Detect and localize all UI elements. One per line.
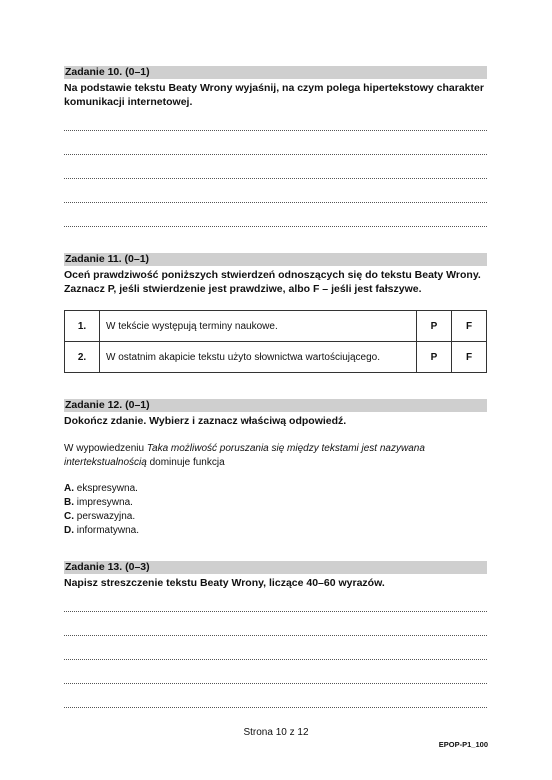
option-true[interactable]: P: [417, 342, 452, 373]
task-12-sentence: [64, 442, 487, 470]
row-number: 2.: [65, 342, 100, 373]
option-c[interactable]: [64, 510, 487, 524]
option-true[interactable]: P: [417, 311, 452, 342]
task-11-command: Oceń prawdziwość poniższych stwierdzeń odnoszących się do tekstu Beaty Wrony. Zaznacz P, jeśli stwierdzenie jest prawdziwe, albo F – jeśli jest fałszywe.: [64, 269, 481, 295]
option-text: ekspresywna.: [74, 483, 138, 494]
task-12-command: Dokończ zdanie. Wybierz i zaznacz właściwą odpowiedź.: [64, 415, 347, 427]
answer-line[interactable]: [64, 660, 487, 684]
answer-options: [64, 482, 487, 538]
answer-line[interactable]: [64, 590, 487, 612]
option-text: informatywna.: [74, 525, 140, 536]
task-13-header: Zadanie 13. (0–3): [64, 561, 487, 574]
table-row: [65, 311, 487, 342]
task-11-header: Zadanie 11. (0–1): [64, 253, 487, 266]
task-13-command: Napisz streszczenie tekstu Beaty Wrony, liczące 40–60 wyrazów.: [64, 577, 385, 589]
answer-line[interactable]: [64, 203, 487, 227]
answer-line[interactable]: [64, 636, 487, 660]
task-11: [64, 253, 487, 373]
task-12: [64, 399, 487, 538]
option-letter: B.: [64, 497, 74, 508]
task-10-command: Na podstawie tekstu Beaty Wrony wyjaśnij, na czym polega hipertekstowy charakter komunikacji internetowej.: [64, 82, 484, 108]
answer-line[interactable]: [64, 155, 487, 179]
exam-code: EPOP-P1_100: [438, 740, 488, 749]
task-10: [64, 66, 487, 227]
answer-line[interactable]: [64, 109, 487, 131]
answer-line[interactable]: [64, 131, 487, 155]
statement-text: W tekście występują terminy naukowe.: [100, 311, 417, 342]
option-b[interactable]: [64, 496, 487, 510]
option-text: impresywna.: [74, 497, 133, 508]
table-row: [65, 342, 487, 373]
option-d[interactable]: [64, 524, 487, 538]
row-number: 1.: [65, 311, 100, 342]
option-letter: D.: [64, 525, 74, 536]
task-12-header: Zadanie 12. (0–1): [64, 399, 487, 412]
answer-area-task-13[interactable]: [64, 590, 487, 708]
task-13: [64, 561, 487, 708]
page-number: Strona 10 z 12: [243, 727, 309, 738]
answer-line[interactable]: [64, 612, 487, 636]
true-false-table: [64, 310, 487, 373]
option-false[interactable]: F: [452, 342, 487, 373]
sentence-end: dominuje funkcja: [146, 457, 225, 468]
statement-text: W ostatnim akapicie tekstu użyto słownictwa wartościującego.: [100, 342, 417, 373]
answer-line[interactable]: [64, 179, 487, 203]
option-a[interactable]: [64, 482, 487, 496]
option-letter: C.: [64, 511, 74, 522]
task-10-header: Zadanie 10. (0–1): [64, 66, 487, 79]
option-text: perswazyjna.: [74, 511, 136, 522]
option-false[interactable]: F: [452, 311, 487, 342]
sentence-start: W wypowiedzeniu: [64, 443, 147, 454]
answer-line[interactable]: [64, 684, 487, 708]
answer-area-task-10[interactable]: [64, 109, 487, 227]
quoted-sentence: Taka możliwość poruszania się między tekstami jest nazywana intertekstualnością: [64, 443, 425, 468]
option-letter: A.: [64, 483, 74, 494]
